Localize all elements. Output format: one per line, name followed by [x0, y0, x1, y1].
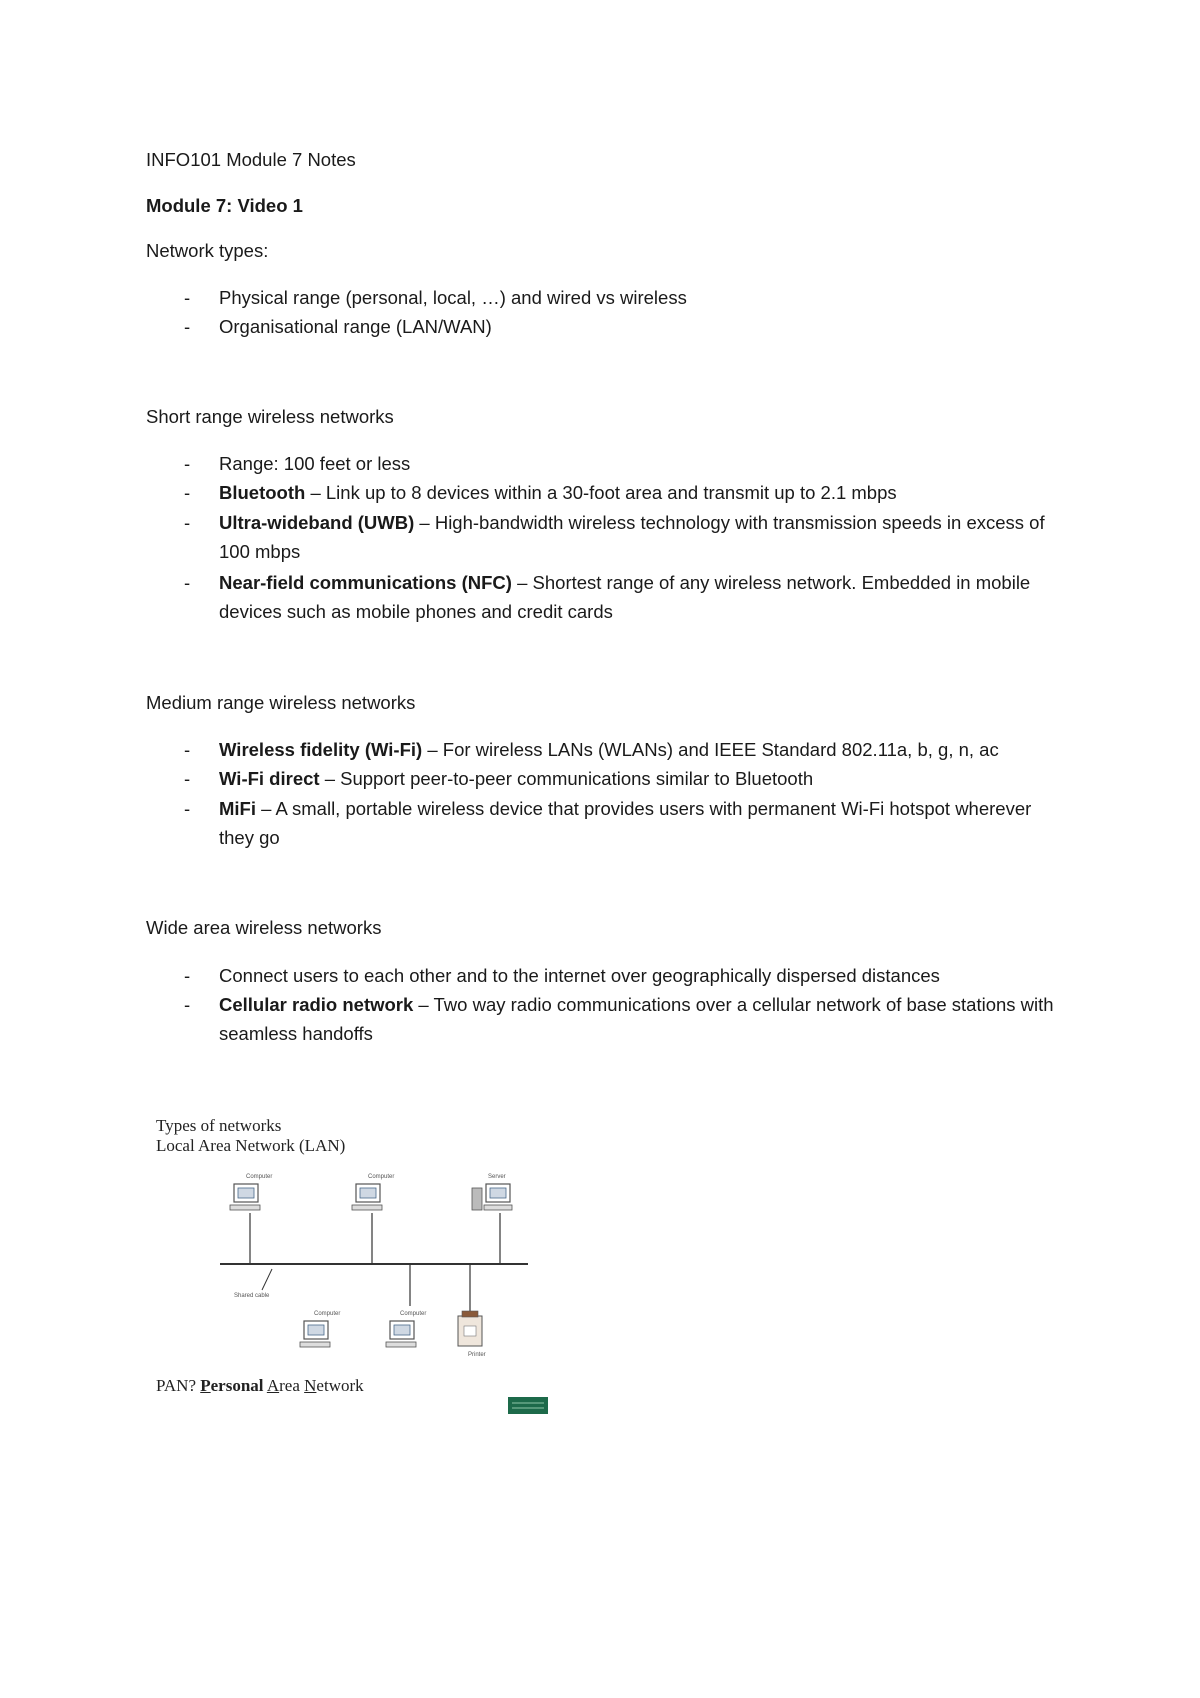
bullet-dash: - [184, 965, 191, 986]
document-page: INFO101 Module 7 Notes Module 7: Video 1 Network types: - Physical range (personal, local, …) and wired vs wireless - Organisational range (LAN/WAN) Short range wireless networks - Range: 100 feet or less - Bluetooth – Link up to 8 devices within a 30-foot area and transmit up to 2.1 mbps - Ultra-wideband (UWB) – High-bandwidth wireless technology with transmission speeds in excess of 100 mbps - Near-field communications (NFC) – Shortest range of any wireless network. Embedded in mobile devices such as mobile phones and credit cards Medium range wireless networks - Wireless fidelity (Wi-Fi) – For wireless LANs (WLANs) and IEEE Standard 802.11a, b, g, n, ac - Wi-Fi direct – Support peer-to-peer communications similar to Bluetooth - MiFi – A small, portable wireless device that provides users with permanent Wi-Fi hotspot wherever they go Wide area wireless networks - Connect users to each other and to the internet over geographically dispersed distances - Cellular radio network – Two way radio communications over a cellular network of base stations with seamless handoffs Computer Computer Server Computer Computer Printer Shared cable Types of networks Local Area Network (LAN) PAN? Personal Area Network [0, 0, 1200, 1698]
bullet-dash: - [184, 739, 191, 760]
node-label: Server [488, 1174, 506, 1180]
figure-subtitle: Local Area Network (LAN) [156, 1136, 346, 1155]
computer-icon [230, 1184, 260, 1210]
computer-icon [300, 1321, 330, 1347]
node-label: Computer [400, 1311, 427, 1317]
wide-area-label: Wide area wireless networks [146, 917, 382, 938]
server-icon [472, 1184, 512, 1210]
publisher-logo [508, 1397, 548, 1414]
figure-title: Types of networks [156, 1116, 282, 1135]
lan-figure [150, 1116, 558, 1422]
pan-caption: PAN? Personal Area Network [156, 1376, 364, 1395]
bullet-dash: - [184, 994, 191, 1015]
node-label: Printer [468, 1352, 486, 1358]
bullet-dash: - [184, 287, 191, 308]
short-range-label: Short range wireless networks [146, 406, 394, 427]
printer-icon [458, 1311, 482, 1346]
bullet-dash: - [184, 512, 191, 533]
medium-range-label: Medium range wireless networks [146, 692, 416, 713]
network-types-label: Network types: [146, 240, 269, 261]
cable-pointer [262, 1269, 272, 1290]
section-heading: Module 7: Video 1 [146, 195, 303, 216]
computer-icon [352, 1184, 382, 1210]
node-label: Computer [368, 1174, 395, 1180]
bullet-dash: - [184, 768, 191, 789]
bullet-dash: - [184, 453, 191, 474]
node-label: Shared cable [234, 1293, 270, 1299]
node-label: Computer [246, 1174, 273, 1180]
bullet-dash: - [184, 482, 191, 503]
node-label: Computer [314, 1311, 341, 1317]
bullet-dash: - [184, 572, 191, 593]
bullet-dash: - [184, 316, 191, 337]
computer-icon [386, 1321, 416, 1347]
document-title: INFO101 Module 7 Notes [146, 149, 356, 170]
bullet-dash: - [184, 798, 191, 819]
